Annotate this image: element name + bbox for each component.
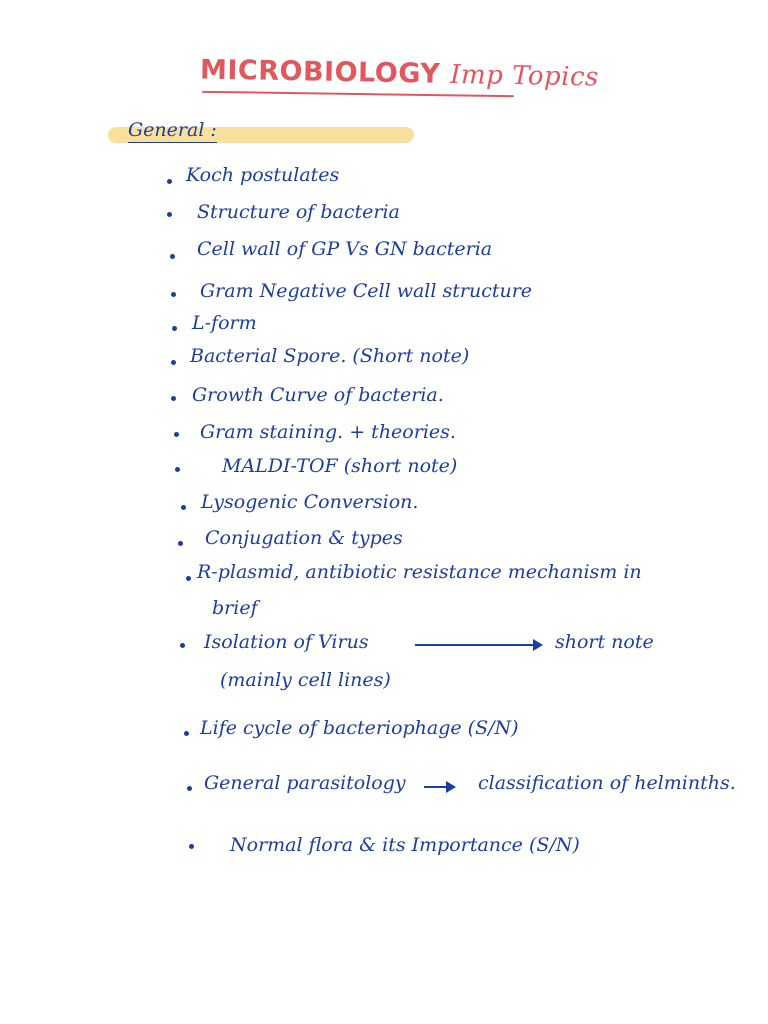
list-item: Koch postulates: [186, 164, 340, 186]
bullet-16: [189, 844, 194, 849]
bullet-7: [171, 396, 176, 401]
title-main: MICROBIOLOGY: [199, 54, 441, 90]
list-item-note: short note: [555, 631, 654, 653]
bullet-3: [170, 254, 175, 259]
section-heading: [128, 119, 217, 141]
list-item: Growth Curve of bacteria.: [192, 384, 444, 406]
list-item: MALDI-TOF (short note): [222, 455, 458, 477]
arrow-icon: [424, 786, 454, 788]
bullet-8: [174, 432, 179, 437]
list-item: R-plasmid, antibiotic resistance mechanism in: [197, 561, 642, 583]
arrow-icon: [415, 644, 541, 646]
bullet-2: [167, 212, 172, 217]
list-item: Isolation of Virus: [204, 631, 369, 653]
list-item: Structure of bacteria: [197, 201, 400, 223]
list-item: Normal flora & its Importance (S/N): [230, 834, 580, 856]
list-item: Cell wall of GP Vs GN bacteria: [197, 238, 493, 260]
list-item: Lysogenic Conversion.: [201, 491, 419, 513]
bullet-6: [171, 360, 176, 365]
list-item: General parasitology: [204, 772, 406, 794]
list-item: Gram staining. + theories.: [200, 421, 456, 443]
list-item: L-form: [192, 312, 257, 334]
list-item: Conjugation & types: [205, 527, 403, 549]
list-item: Bacterial Spore. (Short note): [190, 345, 470, 367]
page-title: [200, 55, 599, 93]
bullet-5: [172, 326, 177, 331]
list-item-note: classification of helminths.: [478, 772, 736, 794]
list-item: Gram Negative Cell wall structure: [200, 280, 533, 302]
bullet-12: [186, 576, 191, 581]
bullet-11: [178, 541, 183, 546]
bullet-15: [187, 786, 192, 791]
bullet-14: [184, 731, 189, 736]
list-item-continued: (mainly cell lines): [220, 669, 391, 691]
section-heading-text: General :: [128, 119, 217, 141]
bullet-1: [167, 179, 172, 184]
bullet-10: [181, 505, 186, 510]
title-suffix: Imp Topics: [450, 59, 600, 93]
bullet-9: [175, 467, 180, 472]
list-item: Life cycle of bacteriophage (S/N): [200, 717, 519, 739]
bullet-13: [180, 643, 185, 648]
bullet-4: [171, 292, 176, 297]
title-underline: [202, 91, 514, 97]
list-item-continued: brief: [212, 597, 258, 619]
